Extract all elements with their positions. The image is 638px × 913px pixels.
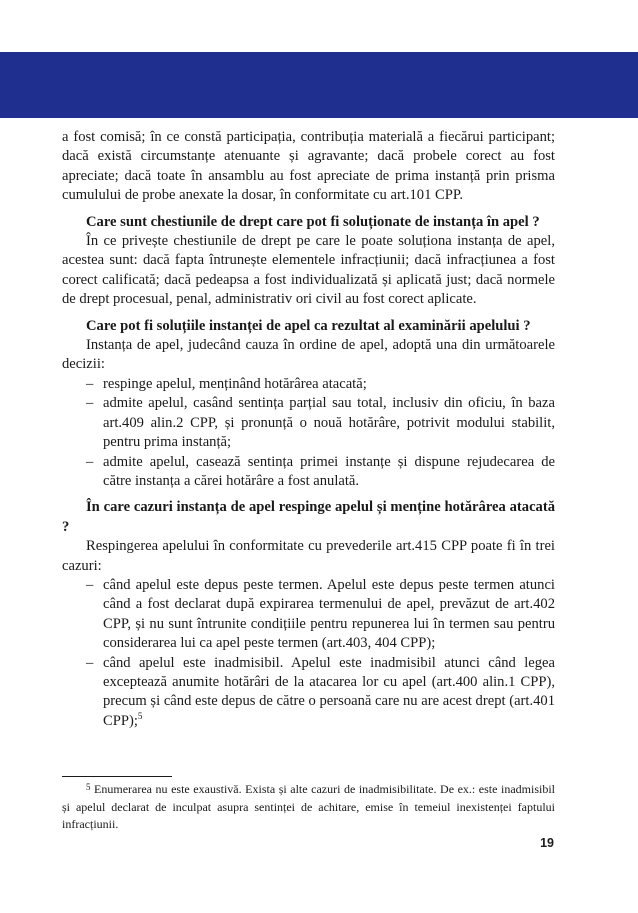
dash-marker: – <box>86 395 94 412</box>
page-body <box>62 128 555 731</box>
list-item: – respinge apelul, menținând hotărârea atacată; <box>62 375 555 394</box>
question-heading-1: Care sunt chestiunile de drept care pot fi soluționate de instanța în apel ? <box>86 213 540 230</box>
decisions-list <box>62 375 555 491</box>
footnote-text: Enumerarea nu este exaustivă. Exista și alte cazuri de inadmisibilitate. De ex.: este inadmisibil și apelul declarat de inculpat asupra sentinței de achitare, emise în temeiul inexistenței faptului infracțiunii. <box>62 782 555 831</box>
list-item: – când apelul este depus peste termen. Apelul este depus peste termen atunci când a fost declarat după expirarea termenului de apel, prevăzut de art.402 CPP, și nu sunt întrunite condițiile pentru repunerea lui în termen sau pentru considerarea lui ca apel peste termen (art.403, 404 CPP); <box>86 576 555 652</box>
list-item: – admite apelul, casează sentința primei instanțe și dispune rejudecarea de către instanța a cărei hotărâre a fost anulată. <box>86 453 555 489</box>
list-item: – admite apelul, casând sentința parțial sau total, inclusiv din oficiu, în baza art.409 alin.2 CPP, și pronunță o nouă hotărâre, potrivit modului stabilit, pentru prima instanță; <box>86 395 555 451</box>
dash-marker: – <box>86 375 94 392</box>
question-heading-2: Care pot fi soluțiile instanței de apel ca rezultat al examinării apelului ? <box>86 317 531 334</box>
dash-marker: – <box>86 654 94 671</box>
dash-marker: – <box>86 453 94 470</box>
page-number: 19 <box>540 836 554 850</box>
paragraph-decizii-intro: Instanța de apel, judecând cauza în ordine de apel, adoptă una din următoarele decizii: <box>62 337 555 373</box>
footnote-reference: 5 <box>137 710 143 721</box>
footnote-number: 5 <box>86 782 91 792</box>
question-heading-3: În care cazuri instanța de apel respinge apelul și menține hotărârea atacată ? <box>62 499 555 535</box>
paragraph-respingere-intro: Respingerea apelului în conformitate cu prevederile art.415 CPP poate fi în trei cazuri: <box>62 538 555 574</box>
paragraph-chestiuni-drept: În ce privește chestiunile de drept pe care le poate soluționa instanța de apel, acestea sunt: dacă fapta întrunește elementele infracțiunii; dacă infracțiunea a fost corect calificată; dacă pedeapsa a fost individualizată și aplicată just; dacă normele de drept procesual, penal, administrativ ori civil au fost corect aplicate. <box>62 233 555 308</box>
footnote-divider <box>62 776 172 777</box>
list-item: – când apelul este inadmisibil. Apelul este inadmisibil atunci când legea exceptează anumite hotărâri de la atacarea lor cu apel (art.400 alin.1 CPP), precum și când este depus de către o persoană care nu are acest drept (art.401 CPP);$^5$ <box>86 654 555 729</box>
rejection-cases-list <box>62 576 555 731</box>
dash-marker: – <box>86 576 94 593</box>
header-band <box>0 52 638 118</box>
footnote <box>62 781 555 834</box>
paragraph-continuation: a fost comisă; în ce constă participația, contribuția materială a fiecărui participant; dacă există circumstanțe atenuante și agravante; dacă probele corect au fost apreciate; dacă toate în ansamblu au fost apreciate de prima instanță prin prisma cumulului de probe anexate la dosar, în conformitate cu art.101 CPP. <box>62 129 555 204</box>
